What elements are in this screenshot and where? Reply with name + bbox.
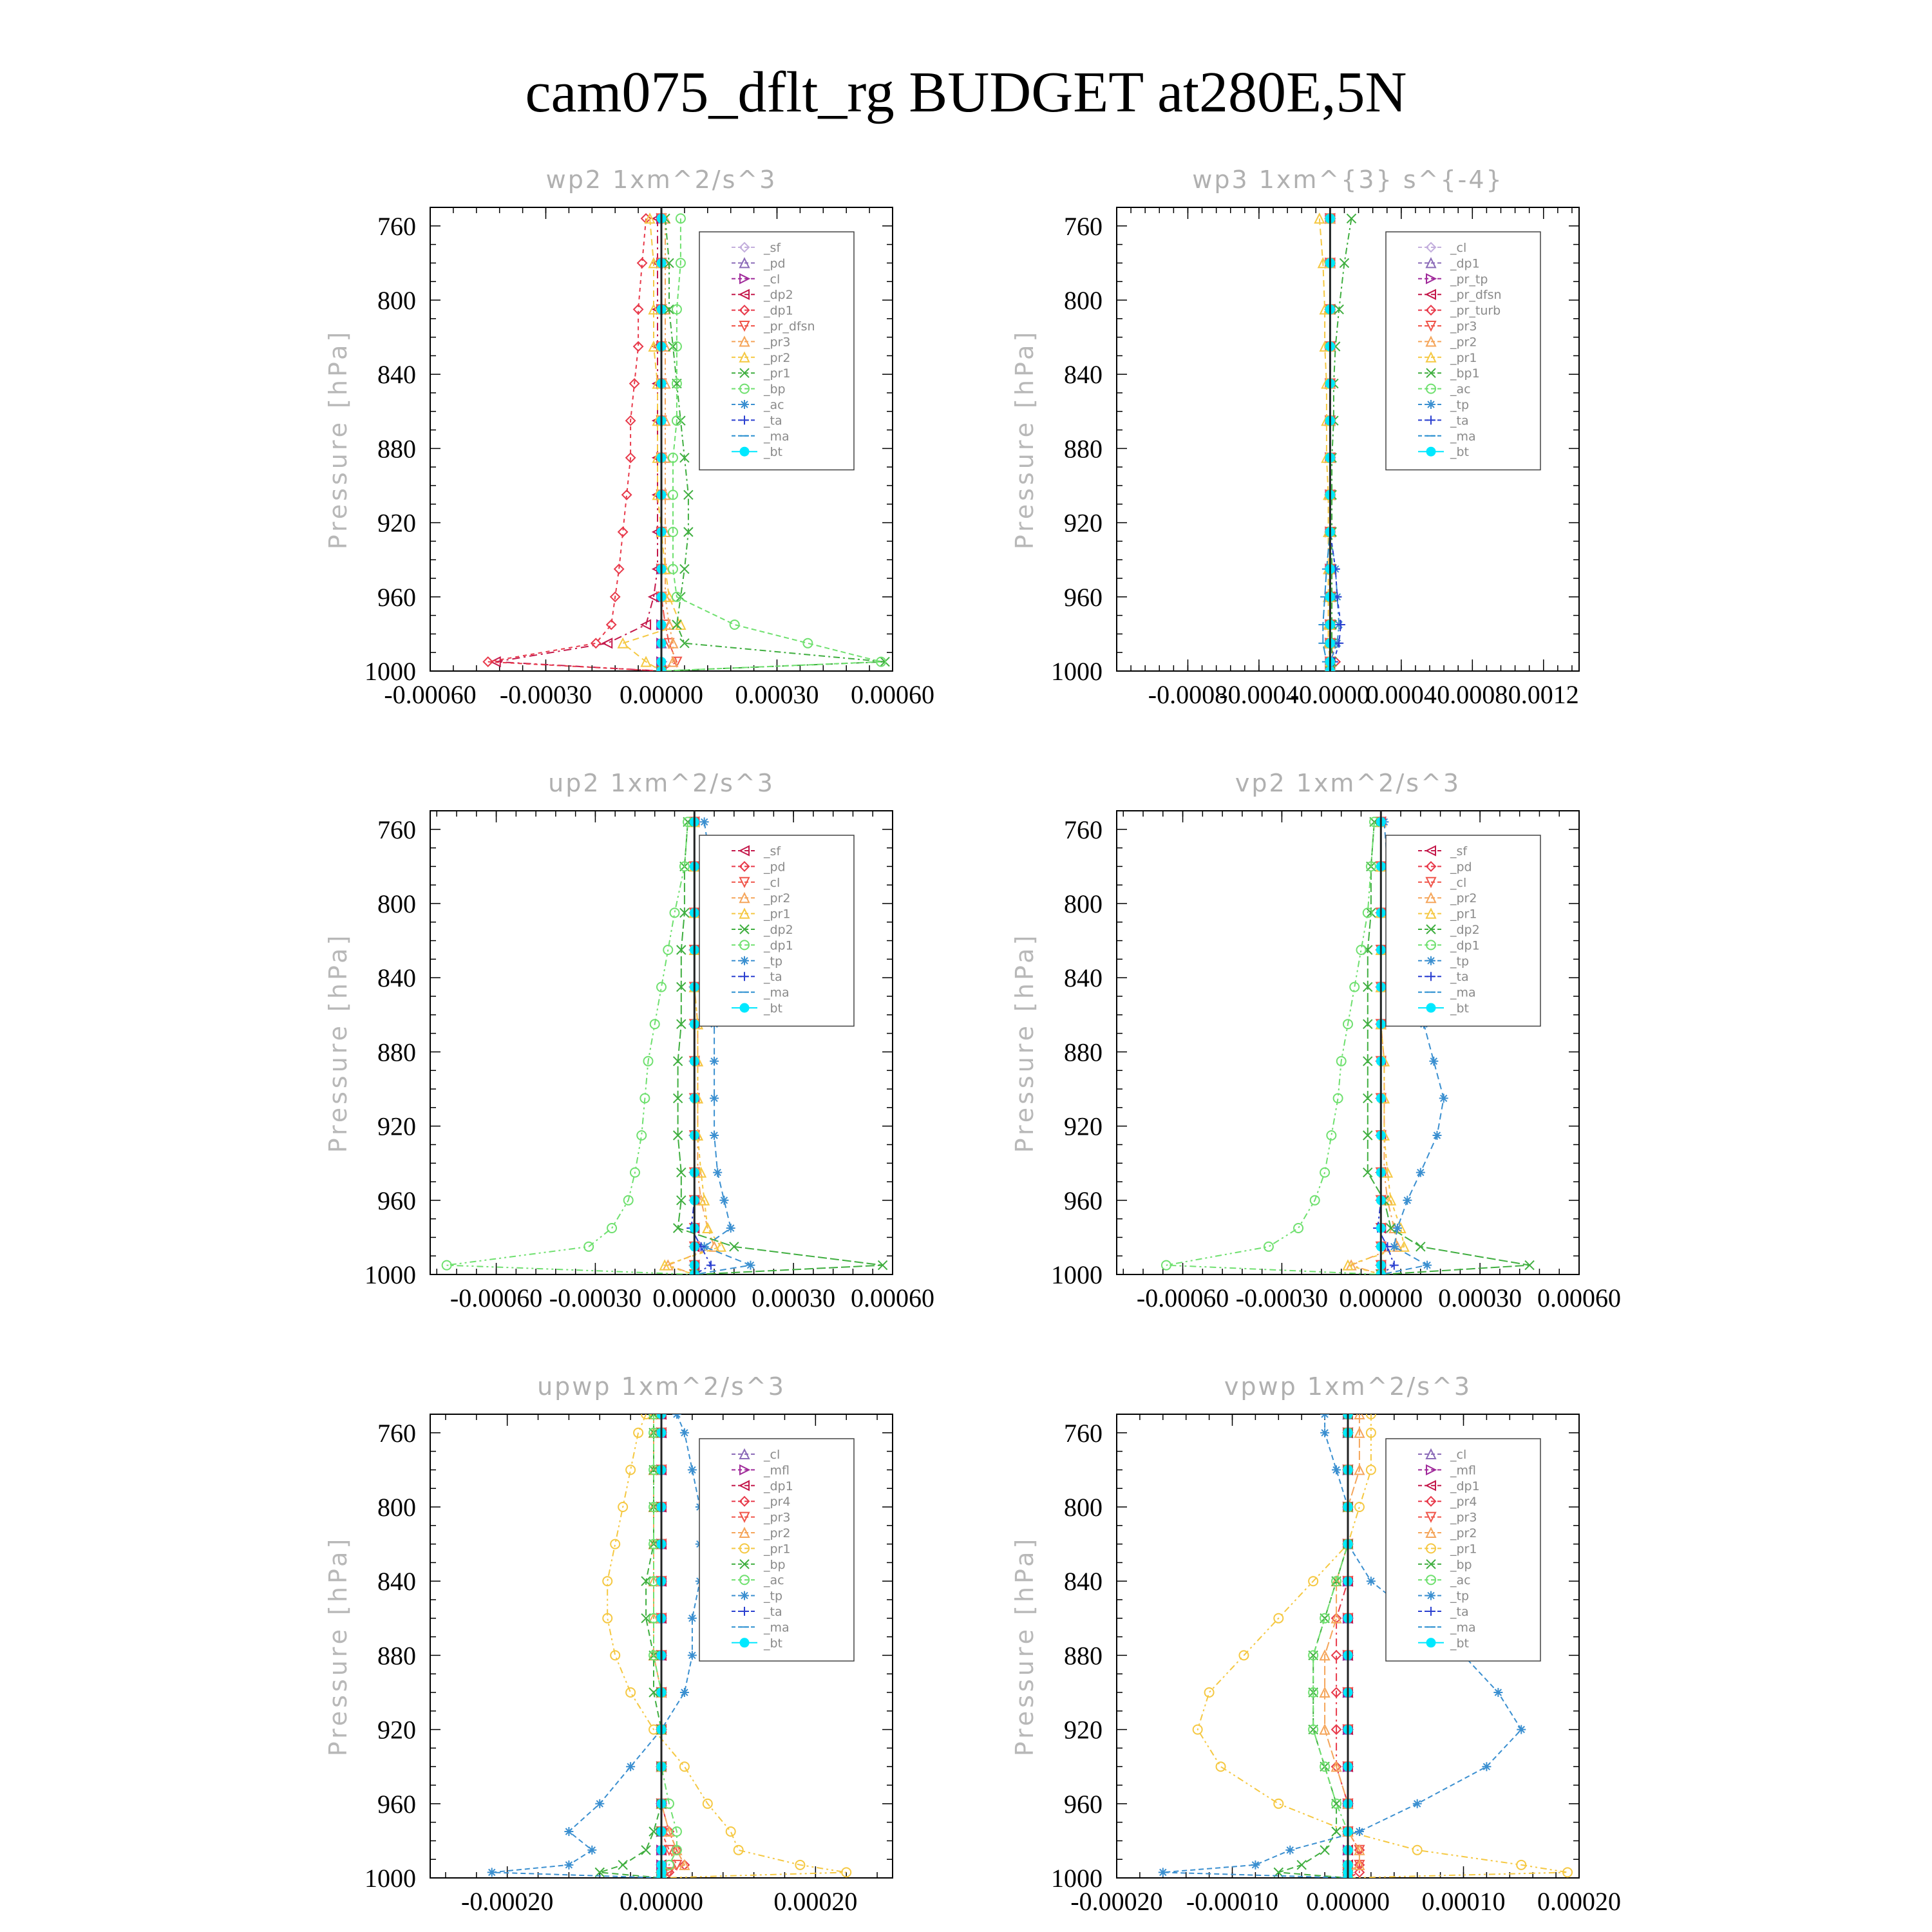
data-point xyxy=(1403,1196,1412,1205)
y-tick-label: 800 xyxy=(1064,1493,1103,1522)
legend-marker xyxy=(740,1591,749,1600)
y-tick-label: 920 xyxy=(1064,1715,1103,1745)
legend-label: _pd xyxy=(764,860,786,875)
legend-label: _pr_turb xyxy=(1450,303,1501,318)
data-point xyxy=(488,1868,497,1877)
y-tick-label: 920 xyxy=(377,508,416,538)
legend-label: _sf xyxy=(1450,844,1468,858)
legend-label: _tp xyxy=(1450,954,1470,969)
legend-label: _pr2 xyxy=(1450,1526,1477,1540)
y-tick-label: 960 xyxy=(1064,1789,1103,1819)
legend-label: _bt xyxy=(764,445,783,460)
data-point xyxy=(1413,1799,1422,1808)
legend-label: _pr1 xyxy=(1450,907,1477,922)
x-tick-label: -0.0008 xyxy=(1148,680,1228,709)
legend-label: _pr4 xyxy=(1450,1495,1477,1510)
legend-label: _pr1 xyxy=(764,1542,791,1557)
data-point xyxy=(564,1827,573,1836)
y-tick-label: 960 xyxy=(377,1186,416,1215)
x-tick-label: 0.00020 xyxy=(1537,1887,1621,1916)
series-line xyxy=(496,218,661,671)
y-tick-label: 960 xyxy=(377,582,416,612)
panel-title: wp2 1xm^2/s^3 xyxy=(545,166,777,194)
legend-label: _ac xyxy=(1450,382,1471,397)
data-point xyxy=(672,1410,681,1419)
data-point xyxy=(603,639,612,648)
data-point xyxy=(1429,1057,1438,1066)
legend-marker xyxy=(740,1003,749,1012)
legend-marker xyxy=(740,1638,749,1647)
legend-label: _dp1 xyxy=(764,938,793,953)
legend-label: _mfl xyxy=(1450,1463,1476,1478)
legend-label: _bt xyxy=(1450,1001,1470,1016)
legend-label: _pr2 xyxy=(764,1526,791,1540)
legend-label: _pr3 xyxy=(1450,319,1477,334)
y-tick-label: 1000 xyxy=(365,657,416,686)
x-tick-label: -0.00020 xyxy=(461,1887,554,1916)
series-group xyxy=(1315,214,1356,676)
legend-label: _ma xyxy=(764,985,790,1000)
y-tick-label: 840 xyxy=(1064,1567,1103,1596)
y-tick-label: 760 xyxy=(377,211,416,241)
legend-label: _dp2 xyxy=(1450,923,1480,937)
legend-label: _bp xyxy=(1450,1557,1472,1572)
legend-label: _pr3 xyxy=(1450,1510,1477,1525)
legend-marker xyxy=(740,956,749,965)
data-point xyxy=(1285,1846,1294,1855)
data-point xyxy=(1274,1799,1283,1808)
legend-label: _dp2 xyxy=(764,288,793,303)
data-point xyxy=(710,1131,719,1140)
y-tick-label: 800 xyxy=(1064,286,1103,315)
legend-label: _ma xyxy=(1450,429,1476,444)
legend-label: _dp1 xyxy=(1450,1479,1480,1493)
legend xyxy=(1386,835,1540,1026)
y-tick-label: 760 xyxy=(377,1418,416,1448)
data-point xyxy=(726,1224,735,1233)
data-point xyxy=(684,490,693,499)
y-axis-label: Pressure [hPa] xyxy=(324,932,352,1153)
y-tick-label: 760 xyxy=(1064,211,1103,241)
series-line xyxy=(1166,822,1381,1274)
y-tick-label: 960 xyxy=(1064,582,1103,612)
y-tick-label: 840 xyxy=(377,1567,416,1596)
legend-label: _pr2 xyxy=(764,350,791,365)
y-tick-label: 960 xyxy=(377,1789,416,1819)
legend-label: _pr1 xyxy=(764,366,791,381)
legend-label: _ac xyxy=(764,1573,784,1588)
legend-marker xyxy=(740,447,749,456)
legend-label: _pr2 xyxy=(1450,335,1477,350)
legend-label: _bp1 xyxy=(1450,366,1480,381)
legend-marker xyxy=(1426,1638,1435,1647)
y-tick-label: 840 xyxy=(1064,360,1103,390)
legend-marker xyxy=(740,400,749,409)
y-tick-label: 760 xyxy=(1064,815,1103,844)
y-tick-label: 1000 xyxy=(1051,1260,1103,1289)
legend-marker xyxy=(1426,447,1435,456)
y-axis-label: Pressure [hPa] xyxy=(1010,328,1039,550)
legend-marker xyxy=(1426,956,1435,965)
x-tick-label: 0.00000 xyxy=(1339,1283,1423,1312)
y-axis-label: Pressure [hPa] xyxy=(324,1535,352,1757)
panel-title: up2 1xm^2/s^3 xyxy=(548,769,775,797)
y-tick-label: 840 xyxy=(1064,963,1103,993)
legend-label: _bt xyxy=(764,1636,783,1651)
legend-label: _pr3 xyxy=(764,1510,791,1525)
x-tick-label: 0.00000 xyxy=(620,1887,703,1916)
data-point xyxy=(1159,1868,1168,1877)
legend-label: _ac xyxy=(1450,1573,1471,1588)
x-tick-label: -0.00020 xyxy=(1070,1887,1163,1916)
data-point xyxy=(1217,1762,1226,1771)
data-point xyxy=(626,1688,635,1697)
data-point xyxy=(706,1261,715,1270)
data-point xyxy=(1390,1261,1399,1270)
data-point xyxy=(688,1614,697,1623)
data-point xyxy=(730,620,739,629)
legend-label: _sf xyxy=(764,241,781,255)
x-tick-label: 0.00020 xyxy=(773,1887,858,1916)
legend xyxy=(1386,1439,1540,1661)
legend-label: _pr1 xyxy=(764,907,791,922)
legend-label: _pr_tp xyxy=(1450,272,1488,287)
data-point xyxy=(680,1688,689,1697)
data-point xyxy=(1493,1688,1502,1697)
y-axis-label: Pressure [hPa] xyxy=(1010,1535,1039,1757)
data-point xyxy=(1423,1261,1432,1270)
data-point xyxy=(1517,1725,1526,1734)
panel-3 xyxy=(324,769,934,1312)
legend xyxy=(699,232,854,470)
legend-label: _ta xyxy=(1450,1605,1469,1619)
legend-label: _cl xyxy=(1450,1448,1467,1462)
legend-label: _ma xyxy=(764,429,790,444)
legend-label: _pr3 xyxy=(764,335,791,350)
x-tick-label: 0.0008 xyxy=(1437,680,1508,709)
data-point xyxy=(1294,1224,1303,1233)
data-point xyxy=(1416,1242,1425,1251)
data-point xyxy=(710,1057,719,1066)
legend-marker xyxy=(1426,1591,1435,1600)
legend-label: _pr_dfsn xyxy=(764,319,815,334)
data-point xyxy=(734,1846,743,1855)
legend-label: _pr_dfsn xyxy=(1450,288,1502,303)
data-point xyxy=(700,817,709,826)
legend-label: _dp2 xyxy=(764,923,793,937)
panel-2 xyxy=(1010,166,1579,709)
legend-label: _tp xyxy=(764,954,783,969)
x-tick-label: 0.00060 xyxy=(1537,1283,1621,1312)
data-point xyxy=(726,1827,735,1836)
panel-title: upwp 1xm^2/s^3 xyxy=(537,1372,786,1401)
x-tick-label: 0.00000 xyxy=(1306,1887,1390,1916)
legend-label: _cl xyxy=(764,272,781,287)
data-point xyxy=(688,1465,697,1474)
data-point xyxy=(641,1846,650,1855)
series-line xyxy=(1325,1414,1359,1878)
legend-label: _pr4 xyxy=(764,1495,791,1510)
x-tick-label: 0.00060 xyxy=(851,1283,934,1312)
x-tick-label: -0.00030 xyxy=(499,680,592,709)
y-tick-label: 760 xyxy=(377,815,416,844)
legend-label: _mfl xyxy=(764,1463,790,1478)
series-line xyxy=(600,1414,661,1878)
legend-label: _pr2 xyxy=(1450,891,1477,906)
data-point xyxy=(680,565,689,574)
page-title: cam075_dflt_rg BUDGET at280E,5N xyxy=(525,61,1407,124)
legend-label: _cl xyxy=(764,875,781,890)
legend-label: _cl xyxy=(1450,875,1467,890)
legend-label: _ma xyxy=(1450,985,1476,1000)
y-tick-label: 1000 xyxy=(365,1864,416,1893)
legend-label: _bt xyxy=(1450,445,1470,460)
legend-label: _pd xyxy=(764,256,786,271)
legend-label: _pr2 xyxy=(764,891,791,906)
y-tick-label: 880 xyxy=(377,1037,416,1067)
y-tick-label: 840 xyxy=(377,360,416,390)
legend-label: _ta xyxy=(764,970,782,985)
legend xyxy=(699,1439,854,1661)
legend-label: _ta xyxy=(764,413,782,428)
x-tick-label: 0.0012 xyxy=(1508,680,1579,709)
x-tick-label: 0.00010 xyxy=(1421,1887,1506,1916)
y-tick-label: 920 xyxy=(1064,508,1103,538)
data-point xyxy=(746,1261,755,1270)
data-point xyxy=(1355,1502,1364,1511)
y-tick-label: 800 xyxy=(1064,889,1103,918)
data-point xyxy=(595,1799,604,1808)
legend-label: _cl xyxy=(764,1448,781,1462)
y-tick-label: 1000 xyxy=(1051,1864,1103,1893)
legend-label: _tp xyxy=(1450,1589,1470,1604)
data-point xyxy=(564,1861,573,1870)
legend-label: _dp1 xyxy=(764,1479,793,1493)
x-tick-label: -0.0000 xyxy=(1290,680,1370,709)
legend-label: _dp1 xyxy=(1450,256,1480,271)
data-point xyxy=(719,1196,728,1205)
data-point xyxy=(688,1651,697,1660)
legend-label: _pr1 xyxy=(1450,350,1477,365)
y-tick-label: 840 xyxy=(377,963,416,993)
x-tick-label: -0.00030 xyxy=(549,1283,642,1312)
y-tick-label: 800 xyxy=(377,889,416,918)
x-tick-label: -0.00010 xyxy=(1186,1887,1279,1916)
x-tick-label: -0.00060 xyxy=(384,680,477,709)
panel-4 xyxy=(1010,769,1621,1312)
legend-marker xyxy=(1426,1003,1435,1012)
panel-title: vp2 1xm^2/s^3 xyxy=(1235,769,1461,797)
y-tick-label: 920 xyxy=(377,1715,416,1745)
data-point xyxy=(1367,1577,1376,1586)
panel-title: vpwp 1xm^2/s^3 xyxy=(1224,1372,1472,1401)
x-tick-label: -0.00060 xyxy=(450,1283,543,1312)
legend-label: _cl xyxy=(1450,241,1467,255)
x-tick-label: 0.00060 xyxy=(851,680,934,709)
data-point xyxy=(803,639,812,648)
panel-5 xyxy=(324,1372,893,1916)
data-point xyxy=(1320,1846,1329,1855)
x-tick-label: 0.00000 xyxy=(652,1283,737,1312)
x-tick-label: 0.00000 xyxy=(620,680,703,709)
data-point xyxy=(1320,1428,1329,1437)
legend-label: _ta xyxy=(1450,413,1469,428)
series-line xyxy=(488,218,661,671)
data-point xyxy=(1336,620,1345,629)
legend-label: _ta xyxy=(764,1605,782,1619)
data-point xyxy=(710,1094,719,1103)
legend-label: _ac xyxy=(764,398,784,412)
y-tick-label: 800 xyxy=(377,1493,416,1522)
y-tick-label: 800 xyxy=(377,286,416,315)
legend-label: _ta xyxy=(1450,970,1469,985)
data-point xyxy=(1332,1465,1341,1474)
y-tick-label: 880 xyxy=(377,1641,416,1671)
legend-label: _pr1 xyxy=(1450,1542,1477,1557)
data-point xyxy=(1251,1861,1260,1870)
data-point xyxy=(1416,1168,1425,1177)
y-tick-label: 760 xyxy=(1064,1418,1103,1448)
x-tick-label: 0.0004 xyxy=(1365,680,1437,709)
legend-label: _dp1 xyxy=(764,303,793,318)
series-line xyxy=(447,822,695,1274)
data-point xyxy=(1393,1224,1402,1233)
data-point xyxy=(1432,1131,1441,1140)
y-tick-label: 880 xyxy=(1064,1037,1103,1067)
data-point xyxy=(1439,1094,1448,1103)
data-point xyxy=(680,1762,689,1771)
x-tick-label: 0.00030 xyxy=(1438,1283,1522,1312)
legend-label: _tp xyxy=(764,1589,783,1604)
y-tick-label: 920 xyxy=(1064,1112,1103,1141)
data-point xyxy=(618,639,627,648)
data-point xyxy=(626,1762,635,1771)
legend-label: _tp xyxy=(1450,398,1470,412)
y-tick-label: 880 xyxy=(1064,1641,1103,1671)
data-point xyxy=(1320,1410,1329,1419)
panel-6 xyxy=(1010,1372,1621,1916)
legend xyxy=(699,835,854,1026)
x-tick-label: 0.00030 xyxy=(735,680,819,709)
panel-title: wp3 1xm^{3} s^{-4} xyxy=(1192,166,1504,194)
y-axis-label: Pressure [hPa] xyxy=(1010,932,1039,1153)
y-tick-label: 880 xyxy=(377,434,416,464)
data-point xyxy=(618,1861,627,1870)
y-tick-label: 960 xyxy=(1064,1186,1103,1215)
legend-label: _bt xyxy=(764,1001,783,1016)
data-point xyxy=(1297,1861,1306,1870)
legend-label: _pd xyxy=(1450,860,1472,875)
x-tick-label: -0.00060 xyxy=(1136,1283,1229,1312)
series-line xyxy=(1330,218,1351,671)
data-point xyxy=(1355,1827,1364,1836)
legend-label: _ma xyxy=(764,1620,790,1635)
data-point xyxy=(713,1168,722,1177)
legend-label: _dp1 xyxy=(1450,938,1480,953)
legend-label: _bp xyxy=(764,1557,786,1572)
y-tick-label: 1000 xyxy=(365,1260,416,1289)
panel-1 xyxy=(324,166,934,709)
x-tick-label: -0.00030 xyxy=(1235,1283,1329,1312)
legend-label: _ma xyxy=(1450,1620,1476,1635)
y-tick-label: 920 xyxy=(377,1112,416,1141)
y-tick-label: 880 xyxy=(1064,434,1103,464)
x-tick-label: 0.00030 xyxy=(752,1283,836,1312)
legend-marker xyxy=(1426,400,1435,409)
legend-label: _bt xyxy=(1450,1636,1470,1651)
y-tick-label: 1000 xyxy=(1051,657,1103,686)
data-point xyxy=(680,1428,689,1437)
legend-label: _sf xyxy=(764,844,781,858)
data-point xyxy=(1205,1688,1214,1697)
data-point xyxy=(1482,1762,1491,1771)
y-axis-label: Pressure [hPa] xyxy=(324,328,352,550)
x-tick-label: -0.0004 xyxy=(1219,680,1299,709)
data-point xyxy=(587,1846,596,1855)
legend xyxy=(1386,232,1540,470)
legend-label: _bp xyxy=(764,382,786,397)
